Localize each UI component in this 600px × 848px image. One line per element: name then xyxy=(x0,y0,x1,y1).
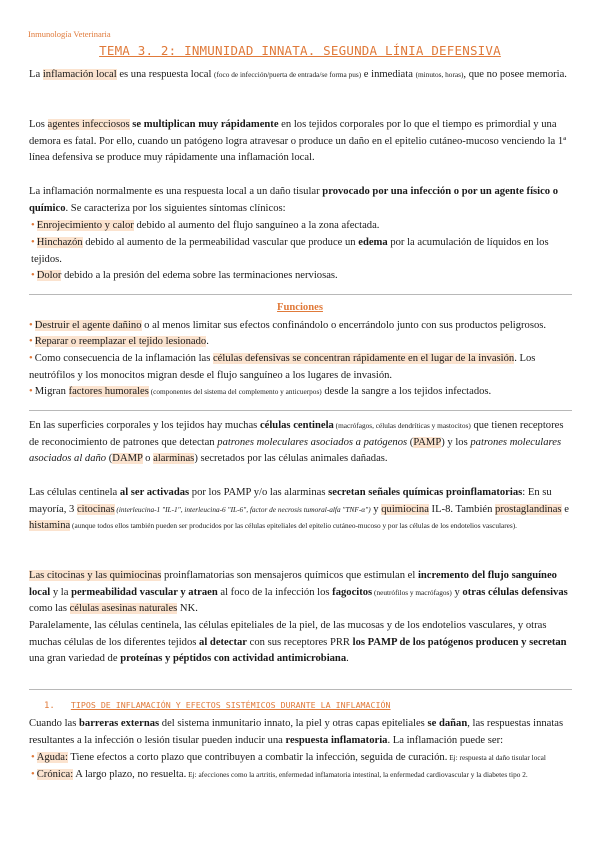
type-item-acute: • Aguda: Tiene efectos a corto plazo que contribuyen a combatir la infección, seguida de curación. Ej: respuesta al daño tisular local xyxy=(31,752,546,763)
section-funciones-title: Funciones xyxy=(277,302,323,313)
symptom-item: • Hinchazón debido al aumento de la permeabilidad vascular que produce un edema por la acumulación de líquidos en los tejidos. xyxy=(31,237,549,265)
symptom-item: • Enrojecimiento y calor debido al aumento del flujo sanguíneo a la zona afectada. xyxy=(31,220,380,231)
function-item: • Migran factores humorales (componentes del sistema del complemento y anticuerpos) desde la sangre a los tejidos infectados. xyxy=(29,386,492,397)
function-item: • Reparar o reemplazar el tejido lesionado. xyxy=(29,336,209,347)
paragraph-cytokines: Las citocinas y las quimiocinas proinflamatorias son mensajeros químicos que estimulan el incremento del flujo sanguíneo local y la permeabilidad vascular y atraen al foco de la infección los fagocitos (neutrófilos y macrófagos) y otras células defensivas como las células asesinas naturales NK. xyxy=(29,570,568,615)
course-header: Inmunología Veterinaria xyxy=(28,29,111,39)
page-title: TEMA 3. 2: INMUNIDAD INNATA. SEGUNDA LÍNIA DEFENSIVA xyxy=(99,43,501,58)
paragraph-intro: La inflamación local es una respuesta local (foco de infección/puerta de entrada/se forma pus) e inmediata (minutos, horas), que no posee memoria. xyxy=(29,69,567,80)
function-item: • Como consecuencia de la inflamación las células defensivas se concentran rápidamente en el lugar de la invasión. Los neutrófilos y los monocitos migran desde el flujo sanguíneo a los lugares de invasión. xyxy=(29,353,536,381)
section-heading: 1. TIPOS DE INFLAMACIÓN Y EFECTOS SISTÉMICOS DURANTE LA INFLAMACIÓN xyxy=(44,700,391,711)
paragraph-agents: Los agentes infecciosos se multiplican muy rápidamente en los tejidos corporales por lo que el tiempo es primordial y una demora es fatal. Por ello, cuando un patógeno logra atravesar o produce un daño en el epitelio cutáneo-mucoso venciendo la 1ª línea defensiva se produce muy rápidamente una inflamación local. xyxy=(29,119,567,164)
divider xyxy=(29,689,572,690)
paragraph-sentinel: En las superficies corporales y los tejidos hay muchas células centinela (macrófagos, células dendríticas y mastocitos) que tienen receptores de reconocimiento de patrones que detectan patrones moleculares asociados a patógenos (PAMP) y los patrones moleculares asociados al daño (DAMP o alarminas) secretados por las células animales dañadas. xyxy=(29,420,564,465)
paragraph-symptoms-intro: La inflamación normalmente es una respuesta local a un daño tisular provocado por una infección o por un agente físico o químico. Se caracteriza por los siguientes síntomas clínicos: xyxy=(29,186,559,214)
symptom-item: • Dolor debido a la presión del edema sobre las terminaciones nerviosas. xyxy=(31,270,338,281)
type-item-chronic: • Crónica: A largo plazo, no resuelta. Ej: afecciones como la artritis, enfermedad inflamatoria intestinal, la enfermedad cardiovascular y la diabetes tipo 2. xyxy=(31,769,528,780)
paragraph-activation: Las células centinela al ser activadas por los PAMP y/o las alarminas secretan señales químicas proinflamatorias: En su mayoría, 3 citocinas (interleucina-1 "IL-1", interleucina-6 "IL-6", factor de necrosis tumoral-alfa "TNF-α") y quimiocina IL-8. También prostaglandinas e histamina (aunque todos ellos también pueden ser producidos por las células epiteliales del epitelio cutáneo-mucoso y por las células de los endotelios vasculares). xyxy=(29,487,569,532)
divider xyxy=(29,410,572,411)
function-item: • Destruir el agente dañino o al menos limitar sus efectos confinándolo o encerrándolo junto con sus productos peligrosos. xyxy=(29,320,547,331)
divider xyxy=(29,294,572,295)
paragraph-inflammation-types: Cuando las barreras externas del sistema inmunitario innato, la piel y otras capas epiteliales se dañan, las respuestas innatas resultantes a la infección o lesión tisular pueden inducir una respuesta inflamatoria. La inflamación puede ser: xyxy=(29,718,564,746)
paragraph-parallel: Paralelamente, las células centinela, las células epiteliales de la piel, de las mucosas y de los endotelios vasculares, y otras muchas células de los diferentes tejidos al detectar con sus receptores PRR los PAMP de los patógenos producen y secretan una gran variedad de proteínas y péptidos con actividad antimicrobiana. xyxy=(29,620,567,665)
